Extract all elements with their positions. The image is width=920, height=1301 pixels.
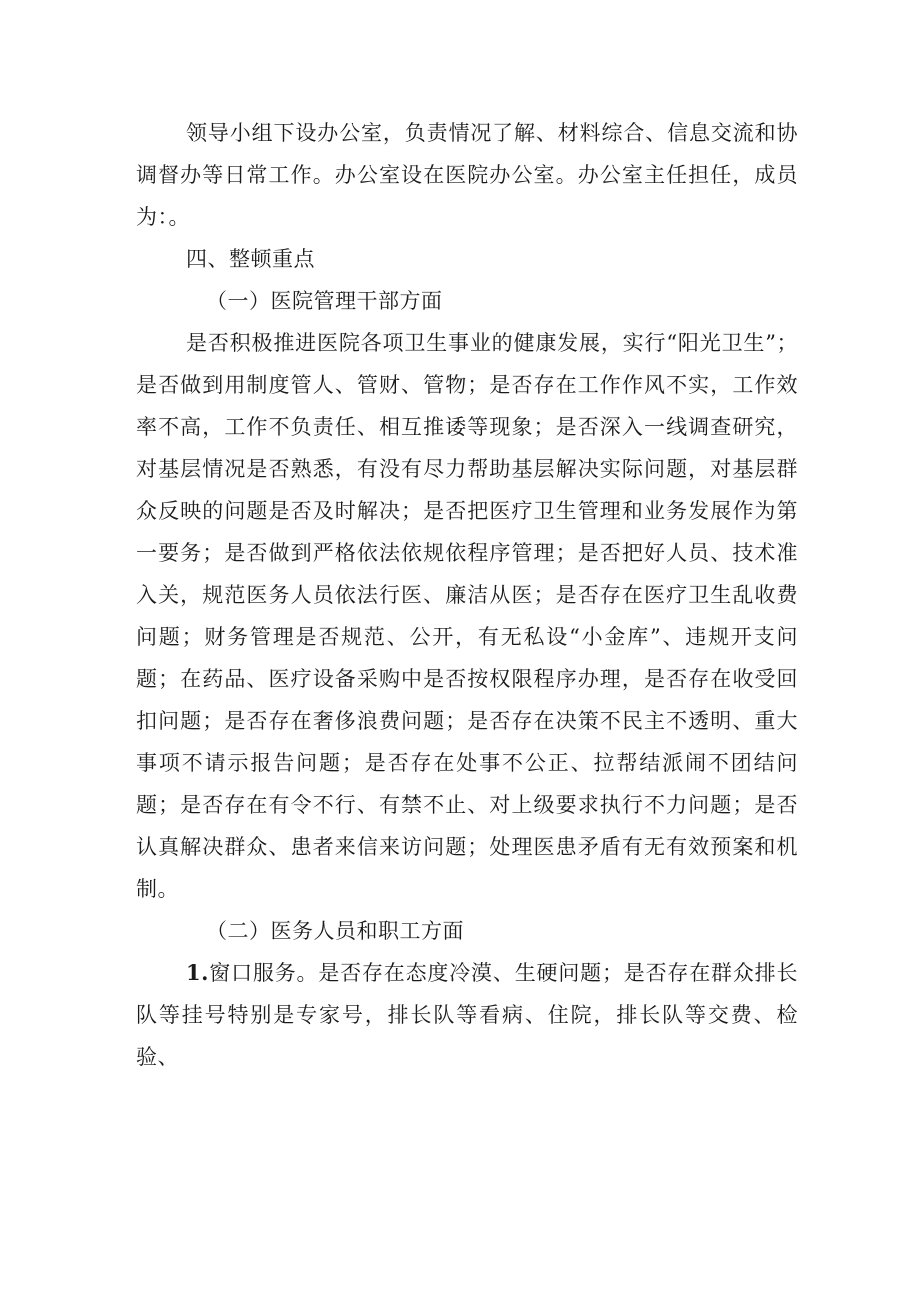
item-number: 1. [186,960,209,985]
managers-paragraph: 是否积极推进医院各项卫生事业的健康发展，实行“阳光卫生”；是否做到用制度管人、管财、管物；是否存在工作作风不实，工作效率不高，工作不负责任、相互推诿等现象；是否深入一线调查研究，对基层情况是否熟悉，有没有尽力帮助基层解决实际问题，对基层群众反映的问题是否及时解决；是否把医疗卫生管理和业务发展作为第一要务；是否做到严格依法依规依程序管理；是否把好人员、技术准入关，规范医务人员依法行医、廉洁从医；是否存在医疗卫生乱收费问题；财务管理是否规范、公开，有无私设“小金库”、违规开支问题；在药品、医疗设备采购中是否按权限程序办理，是否存在收受回扣问题；是否存在奢侈浪费问题；是否存在决策不民主不透明、重大事项不请示报告问题；是否存在处事不公正、拉帮结派闹不团结问题；是否存在有令不行、有禁不止、对上级要求执行不力问题；是否认真解决群众、患者来信来访问题；处理医患矛盾有无有效预案和机制。 [136,331,798,901]
window-service-paragraph [136,952,798,1078]
subsection-two-heading: （二）医务人员和职工方面 [206,919,464,943]
document-body [136,112,798,1078]
office-paragraph: 领导小组下设办公室，负责情况了解、材料综合、信息交流和协调督办等日常工作。办公室设在医院办公室。办公室主任担任，成员为：。 [136,121,798,229]
subsection-one-heading: （一）医院管理干部方面 [206,289,443,313]
item-text: 窗口服务。是否存在态度冷漠、生硬问题；是否存在群众排长队等挂号特别是专家号，排长队等看病、住院，排长队等交费、检验、 [136,961,798,1069]
section-four-heading: 四、整顿重点 [186,247,315,271]
